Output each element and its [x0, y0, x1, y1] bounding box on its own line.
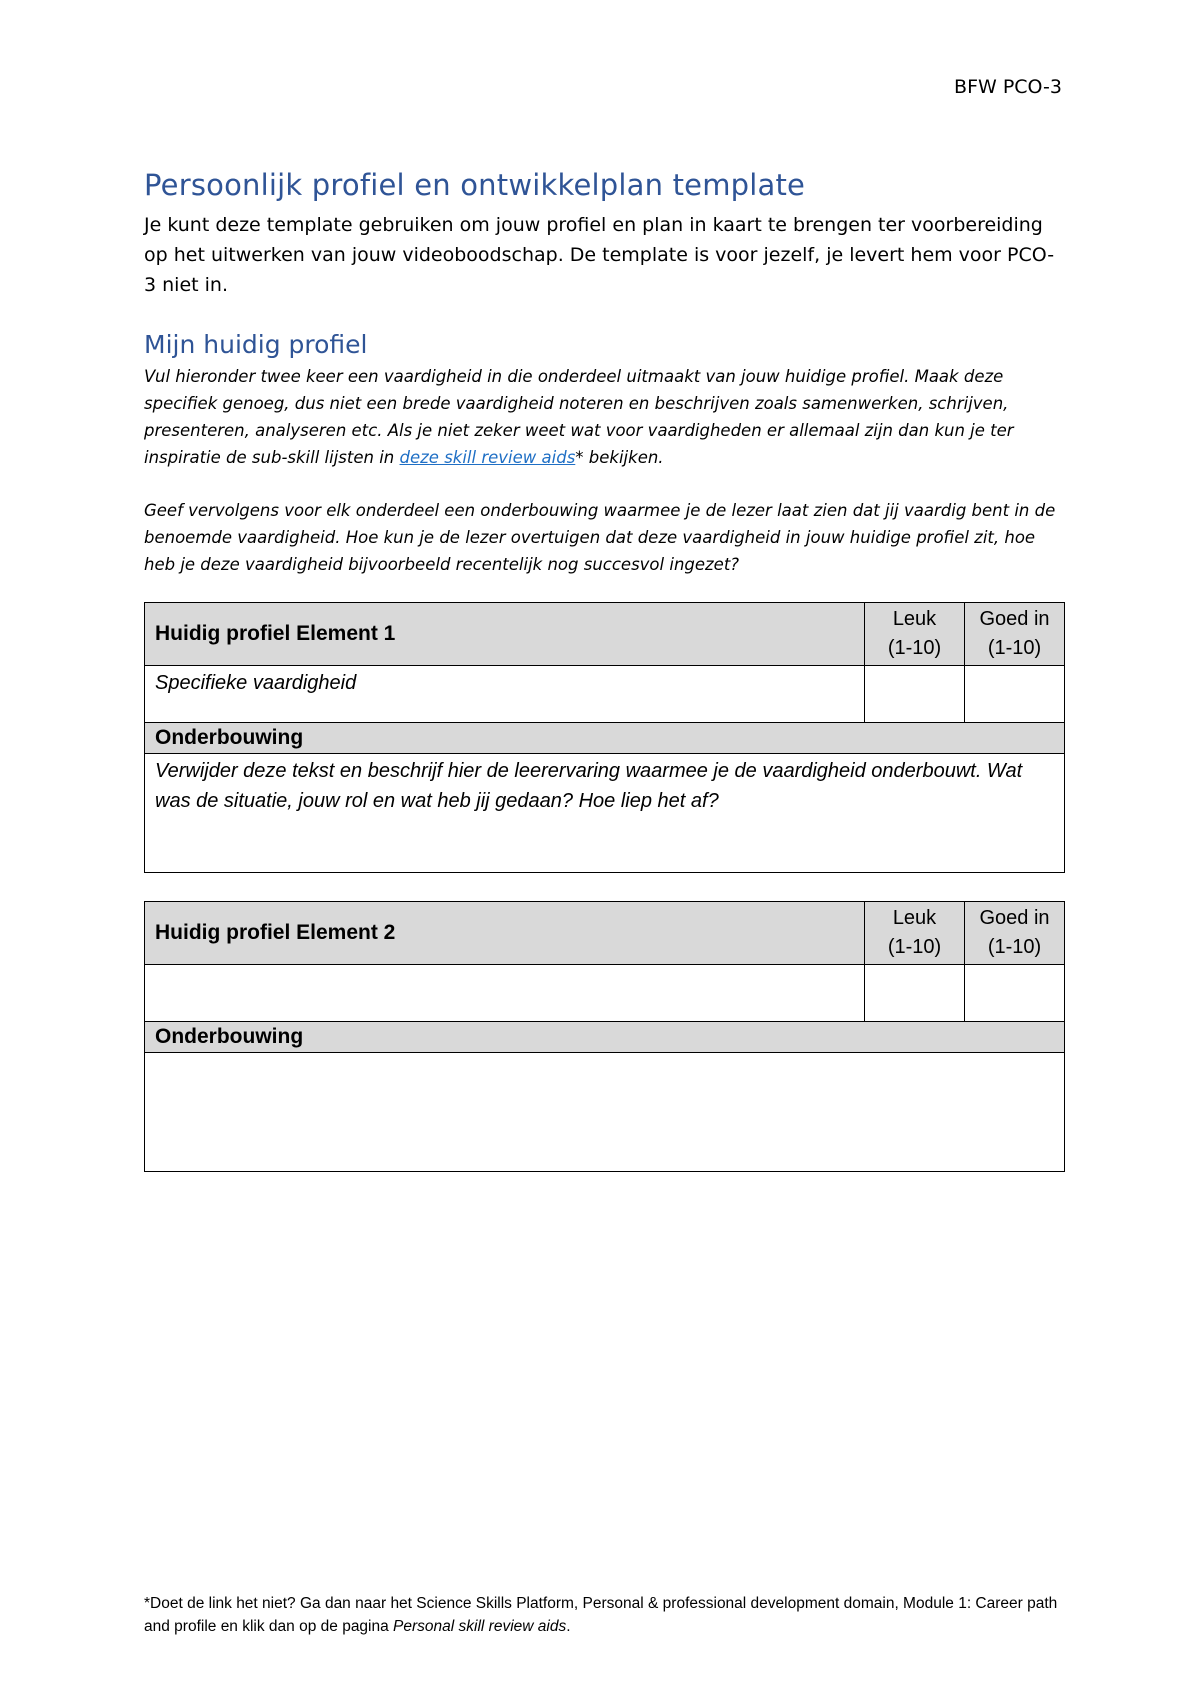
element-title: Huidig profiel Element 2 — [145, 902, 865, 965]
footnote-end: . — [566, 1618, 571, 1635]
onderbouwing-heading: Onderbouwing — [145, 723, 1065, 754]
footnote-text: *Doet de link het niet? Ga dan naar het Science Skills Platform, Personal & professional development domain, Module 1: Career path and profile en klik dan op de pagina — [144, 1595, 1058, 1635]
skill-review-aids-link[interactable]: deze skill review aids — [399, 448, 576, 467]
goed-in-scale: (1-10) — [987, 936, 1042, 958]
skill-input-cell[interactable] — [145, 965, 865, 1022]
leuk-column-header — [865, 902, 965, 965]
goed-in-score-cell[interactable] — [965, 965, 1065, 1022]
section-title: Mijn huidig profiel — [144, 330, 368, 359]
leuk-label: Leuk — [892, 608, 937, 630]
goed-in-scale: (1-10) — [987, 637, 1042, 659]
onderbouwing-input-cell[interactable]: Verwijder deze tekst en beschrijf hier de leerervaring waarmee je de vaardigheid onderbouwt. Wat was de situatie, jouw rol en wat heb jij gedaan? Hoe liep het af? — [145, 754, 1065, 873]
leuk-label: Leuk — [892, 907, 937, 929]
goed-in-label: Goed in — [979, 608, 1050, 630]
document-header-code: BFW PCO-3 — [954, 76, 1062, 98]
profile-element-table-2 — [144, 901, 1065, 1172]
leuk-scale: (1-10) — [887, 637, 942, 659]
leuk-column-header — [865, 603, 965, 666]
goed-in-column-header — [965, 902, 1065, 965]
instruction-paragraph-1 — [144, 363, 1064, 471]
leuk-score-cell[interactable] — [865, 666, 965, 723]
onderbouwing-input-cell[interactable] — [145, 1053, 1065, 1172]
instruction-text-after-link: * bekijken. — [575, 448, 664, 467]
intro-paragraph: Je kunt deze template gebruiken om jouw profiel en plan in kaart te brengen ter voorbereiding op het uitwerken van jouw videoboodschap. De template is voor jezelf, je levert hem voor PCO-3 niet in. — [144, 214, 1055, 296]
footnote-page-name: Personal skill review aids — [393, 1618, 567, 1635]
onderbouwing-heading: Onderbouwing — [145, 1022, 1065, 1053]
document-body — [144, 168, 1064, 1172]
footnote — [144, 1592, 1064, 1638]
leuk-score-cell[interactable] — [865, 965, 965, 1022]
profile-element-table-1 — [144, 602, 1065, 873]
instruction-paragraph-2: Geef vervolgens voor elk onderdeel een onderbouwing waarmee je de lezer laat zien dat jij vaardig bent in de benoemde vaardigheid. Hoe kun je de lezer overtuigen dat deze vaardigheid in jouw huidige profiel zit, hoe heb je deze vaardigheid bijvoorbeeld recentelijk nog succesvol ingezet? — [144, 501, 1056, 574]
goed-in-label: Goed in — [979, 907, 1050, 929]
leuk-scale: (1-10) — [887, 936, 942, 958]
instruction-text-before-link: Vul hieronder twee keer een vaardigheid in die onderdeel uitmaakt van jouw huidige profiel. Maak deze specifiek genoeg, dus niet een brede vaardigheid noteren en beschrijven zoals samenwerken, schrijven, presenteren, analyseren etc. Als je niet zeker weet wat voor vaardigheden er allemaal zijn dan kun je ter inspiratie de sub-skill lijsten in — [144, 367, 1014, 467]
goed-in-column-header — [965, 603, 1065, 666]
skill-input-cell[interactable]: Specifieke vaardigheid — [145, 666, 865, 723]
goed-in-score-cell[interactable] — [965, 666, 1065, 723]
element-title: Huidig profiel Element 1 — [145, 603, 865, 666]
document-title: Persoonlijk profiel en ontwikkelplan template — [144, 168, 806, 202]
